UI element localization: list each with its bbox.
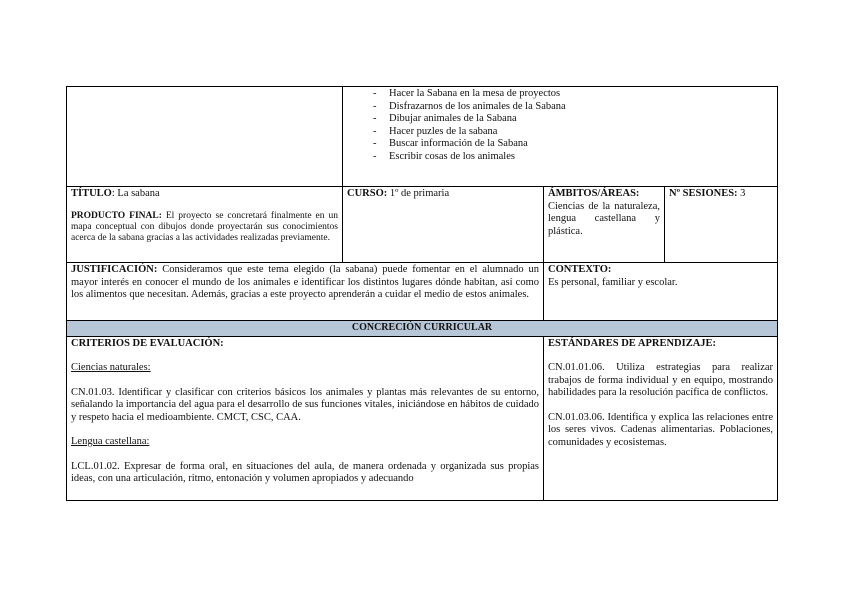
activity-item: - Disfrazarnos de los animales de la Sabana: [373, 100, 566, 112]
criteria-text: CN.01.03. Identificar y clasificar con criterios básicos los animales y plantas más relevantes de su entorno, señalando la importancia del agua para el desarrollo de sus funciones vitales, iniciándose en hábitos de cuidado y respeto hacia el medioambiente. CMCT, CSC, CAA.: [71, 386, 539, 423]
final-product: PRODUCTO FINAL: El proyecto se concretará finalmente en un mapa conceptual con dibujos donde proyectarán sus conocimientos acerca de la sabana gracias a las actividades realizadas previamente.: [71, 210, 338, 243]
activities-list: [347, 88, 773, 163]
curricular-band: CONCRECIÓN CURRICULAR: [67, 321, 778, 337]
activity-item: - Escribir cosas de los animales: [373, 150, 515, 162]
sessions-cell: Nº SESIONES: 3: [665, 187, 778, 263]
activities-row: [67, 87, 778, 187]
criteria-cell: CRITERIOS DE EVALUACIÓN: Ciencias naturales: CN.01.03. Identificar y clasificar con criterios básicos los animales y plantas más relevantes de su entorno, señalando la importancia del agua para el desarrollo de sus funciones vitales, iniciándose en hábitos de cuidado y respeto hacia el medioambiente. CMCT, CSC, CAA. Lengua castellana: LCL.01.02. Expresar de forma oral, en situaciones del aula, de manera ordenada y organizada sus propias ideas, con una articulación, ritmo, entonación y volumen apropiados y adecuando: [67, 336, 544, 500]
standard-item: CN.01.01.06. Utiliza estrategias para realizar trabajos de forma individual y en equipo, mostrando habilidades para la resolución pacífica de conflictos.: [548, 362, 774, 398]
curricular-band-row: [67, 321, 778, 337]
section-title: Ciencias naturales:: [71, 362, 151, 373]
activities-empty-cell: [67, 87, 343, 187]
justification-row: [67, 263, 778, 321]
course-cell: CURSO: 1º de primaria: [343, 187, 544, 263]
areas-cell: ÁMBITOS/ÁREAS: Ciencias de la naturaleza, lengua castellana y plástica.: [544, 187, 665, 263]
title-cell: [67, 187, 343, 263]
activity-item: - Hacer la Sabana en la mesa de proyectos: [373, 88, 561, 99]
criteria-text: LCL.01.02. Expresar de forma oral, en situaciones del aula, de manera ordenada y organizada sus propias ideas, con una articulación, ritmo, entonación y volumen apropiados y adecuando: [71, 460, 539, 484]
title-line: TÍTULO: La sabana: [71, 188, 160, 199]
activity-item: - Hacer puzles de la sabana: [373, 125, 498, 137]
context-cell: CONTEXTO: Es personal, familiar y escolar.: [544, 263, 778, 321]
criteria-row: [67, 336, 778, 500]
activity-item: - Buscar información de la Sabana: [373, 138, 528, 149]
activity-item: - Dibujar animales de la Sabana: [373, 113, 517, 124]
info-row: [67, 187, 778, 263]
activities-cell: [343, 87, 778, 187]
section-title: Lengua castellana:: [71, 436, 150, 447]
planning-table: [66, 86, 778, 501]
standard-item: CN.01.03.06. Identifica y explica las relaciones entre los seres vivos. Cadenas alimentarias. Poblaciones, comunidades y ecosistemas.: [548, 411, 774, 448]
justification-cell: JUSTIFICACIÓN: Consideramos que este tema elegido (la sabana) puede fomentar en el alumnado un mayor interés en conocer el mundo de los animales e identificar los distintos lugares dónde habitan, así como los alimentos que necesitan. Además, gracias a este proyecto aprenderán a cuidar el medio de estos animales.: [67, 263, 544, 321]
standards-cell: ESTÁNDARES DE APRENDIZAJE: CN.01.01.06. Utiliza estrategias para realizar trabajos de forma individual y en equipo, mostrando habilidades para la resolución pacífica de conflictos. CN.01.03.06. Identifica y explica las relaciones entre los seres vivos. Cadenas alimentarias. Poblaciones, comunidades y ecosistemas.: [544, 336, 778, 500]
